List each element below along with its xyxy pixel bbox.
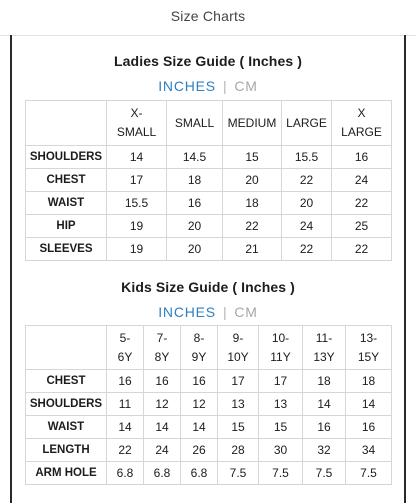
ladies-measurement-cell: 15.5 (107, 192, 167, 215)
ladies-measurement-cell: 22 (332, 192, 392, 215)
table-row (26, 238, 392, 261)
kids-measurement-cell: 34 (346, 439, 392, 462)
kids-measurement-cell: 16 (181, 370, 218, 393)
ladies-header-row (26, 101, 392, 146)
ladies-row-label: CHEST (26, 169, 107, 192)
kids-measurement-cell: 7.5 (346, 462, 392, 485)
kids-measurement-cell: 22 (107, 439, 144, 462)
ladies-measurement-cell: 22 (282, 238, 332, 261)
ladies-measurement-cell: 15.5 (282, 146, 332, 169)
kids-measurement-cell: 18 (346, 370, 392, 393)
ladies-unit-cm[interactable]: CM (234, 78, 258, 94)
kids-header-row (26, 326, 392, 370)
ladies-unit-inches[interactable]: INCHES (158, 78, 216, 94)
ladies-measurement-cell: 18 (167, 169, 223, 192)
kids-column-header: 7- 8Y (144, 326, 181, 370)
ladies-measurement-cell: 17 (107, 169, 167, 192)
kids-size-table (25, 325, 392, 485)
kids-measurement-cell: 15 (259, 416, 303, 439)
page-title: Size Charts (170, 7, 246, 24)
right-frame-edge (404, 35, 406, 503)
kids-measurement-cell: 7.5 (259, 462, 303, 485)
kids-measurement-cell: 14 (107, 416, 144, 439)
table-row (26, 370, 392, 393)
table-row (26, 169, 392, 192)
kids-measurement-cell: 13 (259, 393, 303, 416)
ladies-row-label: SLEEVES (26, 238, 107, 261)
kids-measurement-cell: 18 (303, 370, 346, 393)
ladies-column-header: SMALL (167, 101, 223, 146)
ladies-measurement-cell: 18 (223, 192, 282, 215)
ladies-row-label: SHOULDERS (26, 146, 107, 169)
ladies-measurement-cell: 24 (282, 215, 332, 238)
ladies-measurement-cell: 15 (223, 146, 282, 169)
ladies-measurement-cell: 20 (167, 215, 223, 238)
ladies-size-table (25, 100, 392, 261)
kids-column-header: 5- 6Y (107, 326, 144, 370)
kids-measurement-cell: 6.8 (144, 462, 181, 485)
kids-column-header: 8- 9Y (181, 326, 218, 370)
kids-measurement-cell: 13 (218, 393, 259, 416)
kids-measurement-cell: 14 (144, 416, 181, 439)
kids-unit-toggle (0, 304, 416, 320)
ladies-measurement-cell: 14 (107, 146, 167, 169)
kids-measurement-cell: 16 (346, 416, 392, 439)
kids-measurement-cell: 28 (218, 439, 259, 462)
kids-measurement-cell: 7.5 (218, 462, 259, 485)
kids-measurement-cell: 32 (303, 439, 346, 462)
kids-measurement-cell: 12 (144, 393, 181, 416)
kids-row-label: LENGTH (26, 439, 107, 462)
kids-measurement-cell: 16 (107, 370, 144, 393)
ladies-measurement-cell: 20 (167, 238, 223, 261)
kids-row-label: ARM HOLE (26, 462, 107, 485)
kids-unit-separator: | (222, 304, 228, 320)
ladies-measurement-cell: 25 (332, 215, 392, 238)
ladies-column-header: MEDIUM (223, 101, 282, 146)
kids-corner-cell (26, 326, 107, 370)
ladies-unit-separator: | (222, 78, 228, 94)
ladies-section-title: Ladies Size Guide ( Inches ) (114, 53, 302, 69)
ladies-measurement-cell: 21 (223, 238, 282, 261)
ladies-column-header: LARGE (282, 101, 332, 146)
table-row (26, 192, 392, 215)
ladies-corner-cell (26, 101, 107, 146)
kids-unit-inches[interactable]: INCHES (158, 304, 216, 320)
table-row (26, 146, 392, 169)
kids-measurement-cell: 24 (144, 439, 181, 462)
left-frame-edge (10, 35, 12, 503)
kids-measurement-cell: 6.8 (107, 462, 144, 485)
kids-measurement-cell: 17 (218, 370, 259, 393)
ladies-measurement-cell: 24 (332, 169, 392, 192)
kids-column-header: 9- 10Y (218, 326, 259, 370)
kids-row-label: SHOULDERS (26, 393, 107, 416)
ladies-measurement-cell: 22 (282, 169, 332, 192)
ladies-measurement-cell: 16 (332, 146, 392, 169)
table-row (26, 393, 392, 416)
ladies-measurement-cell: 19 (107, 238, 167, 261)
kids-row-label: CHEST (26, 370, 107, 393)
header-bar (0, 0, 416, 36)
table-row (26, 416, 392, 439)
ladies-measurement-cell: 20 (223, 169, 282, 192)
ladies-measurement-cell: 22 (332, 238, 392, 261)
kids-section-title: Kids Size Guide ( Inches ) (121, 279, 295, 295)
kids-measurement-cell: 17 (259, 370, 303, 393)
kids-measurement-cell: 30 (259, 439, 303, 462)
ladies-unit-toggle (0, 78, 416, 94)
ladies-column-header: X- SMALL (107, 101, 167, 146)
kids-measurement-cell: 14 (181, 416, 218, 439)
kids-measurement-cell: 26 (181, 439, 218, 462)
table-row (26, 439, 392, 462)
table-row (26, 215, 392, 238)
kids-measurement-cell: 6.8 (181, 462, 218, 485)
kids-column-header: 13- 15Y (346, 326, 392, 370)
kids-unit-cm[interactable]: CM (234, 304, 258, 320)
ladies-column-header: X LARGE (332, 101, 392, 146)
kids-measurement-cell: 15 (218, 416, 259, 439)
ladies-measurement-cell: 16 (167, 192, 223, 215)
ladies-measurement-cell: 19 (107, 215, 167, 238)
ladies-measurement-cell: 14.5 (167, 146, 223, 169)
ladies-measurement-cell: 22 (223, 215, 282, 238)
table-row (26, 462, 392, 485)
kids-measurement-cell: 16 (303, 416, 346, 439)
kids-row-label: WAIST (26, 416, 107, 439)
kids-measurement-cell: 7.5 (303, 462, 346, 485)
ladies-row-label: HIP (26, 215, 107, 238)
kids-measurement-cell: 14 (346, 393, 392, 416)
ladies-row-label: WAIST (26, 192, 107, 215)
kids-column-header: 11- 13Y (303, 326, 346, 370)
kids-column-header: 10- 11Y (259, 326, 303, 370)
kids-measurement-cell: 11 (107, 393, 144, 416)
kids-measurement-cell: 16 (144, 370, 181, 393)
kids-measurement-cell: 12 (181, 393, 218, 416)
kids-measurement-cell: 14 (303, 393, 346, 416)
ladies-measurement-cell: 20 (282, 192, 332, 215)
